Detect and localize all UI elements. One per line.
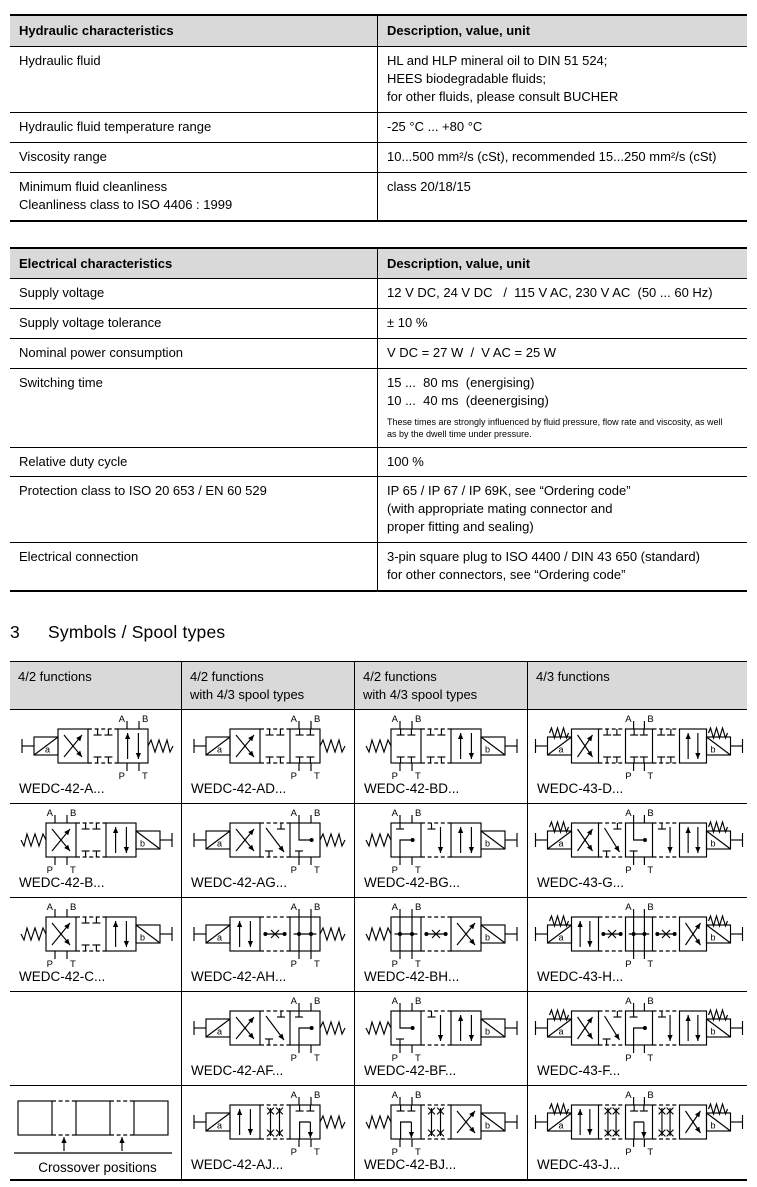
- spec-value-cell: [378, 369, 747, 446]
- valve-symbol: [532, 807, 746, 875]
- section-title: Symbols / Spool types: [48, 622, 226, 643]
- svg-text:T: T: [415, 1053, 421, 1064]
- symbol-label: WEDC-42-AJ...: [191, 1157, 284, 1173]
- valve-symbol: [532, 995, 746, 1063]
- svg-text:T: T: [70, 959, 76, 970]
- svg-text:A: A: [290, 1090, 297, 1102]
- svg-text:T: T: [647, 771, 654, 782]
- valve-symbol: [186, 1089, 352, 1157]
- svg-text:P: P: [290, 959, 297, 970]
- svg-text:T: T: [314, 771, 320, 782]
- symbol-cell: [10, 991, 182, 1085]
- text-line: Protection class to ISO 20 653 / EN 60 529: [19, 483, 267, 499]
- text-line: Supply voltage: [19, 285, 105, 301]
- spec-label-cell: [10, 113, 378, 142]
- svg-text:P: P: [625, 771, 632, 782]
- text-line: V DC = 27 W / V AC = 25 W: [387, 345, 557, 361]
- svg-text:A: A: [391, 808, 398, 820]
- svg-text:b: b: [485, 1120, 491, 1131]
- spec-label-cell: [10, 369, 378, 446]
- svg-text:P: P: [46, 959, 53, 970]
- spec-value-cell: [378, 113, 747, 142]
- column-header: Electrical characteristics: [10, 249, 378, 279]
- svg-text:A: A: [290, 902, 297, 914]
- svg-text:P: P: [290, 1053, 297, 1064]
- svg-text:T: T: [314, 1147, 320, 1158]
- svg-text:B: B: [70, 902, 77, 914]
- symbol-cell: [355, 991, 528, 1085]
- valve-symbol: [532, 901, 746, 969]
- svg-text:A: A: [46, 808, 53, 820]
- spec-label-cell: [10, 543, 378, 590]
- valve-symbol: [359, 901, 525, 969]
- svg-text:a: a: [217, 932, 223, 943]
- svg-text:a: a: [558, 932, 564, 943]
- table-row: [10, 368, 747, 446]
- symbol-cell: [528, 803, 747, 897]
- svg-text:B: B: [647, 1090, 654, 1102]
- svg-text:b: b: [710, 1120, 716, 1131]
- symbols-row: [10, 803, 747, 897]
- symbol-label: WEDC-43-H...: [537, 969, 624, 985]
- text-line: 15 ... 80 ms (energising): [387, 375, 535, 391]
- svg-text:P: P: [625, 865, 632, 876]
- table-header-row: [10, 16, 747, 46]
- symbol-cell: [528, 991, 747, 1085]
- svg-text:a: a: [558, 744, 564, 755]
- symbol-cell: [10, 803, 182, 897]
- svg-text:a: a: [558, 1120, 564, 1131]
- svg-text:B: B: [647, 902, 654, 914]
- svg-text:A: A: [290, 714, 297, 726]
- spec-value-cell: [378, 279, 747, 308]
- svg-text:B: B: [647, 808, 654, 820]
- svg-text:P: P: [625, 959, 632, 970]
- table-row: [10, 142, 747, 172]
- table-row: [10, 46, 747, 112]
- svg-text:P: P: [46, 865, 53, 876]
- table-row: [10, 338, 747, 368]
- crossover-diagram: [14, 1089, 176, 1159]
- svg-text:B: B: [314, 808, 321, 820]
- symbol-cell: [10, 1085, 182, 1179]
- table-row: [10, 476, 747, 542]
- svg-text:b: b: [710, 932, 716, 943]
- text-line: for other fluids, please consult BUCHER: [387, 88, 619, 104]
- svg-text:T: T: [142, 771, 148, 782]
- spec-value-cell: [378, 477, 747, 542]
- svg-text:A: A: [391, 902, 398, 914]
- symbol-label: WEDC-43-D...: [537, 781, 624, 797]
- svg-text:a: a: [558, 838, 564, 849]
- table-row: [10, 278, 747, 308]
- symbol-label: WEDC-42-BG...: [364, 875, 461, 891]
- symbols-header-row: [10, 662, 747, 709]
- symbol-label: WEDC-42-AD...: [191, 781, 287, 797]
- valve-symbol: [532, 713, 746, 781]
- svg-text:B: B: [314, 902, 321, 914]
- valve-symbol: [186, 995, 352, 1063]
- spec-label-cell: [10, 448, 378, 477]
- svg-text:P: P: [290, 1147, 297, 1158]
- svg-text:P: P: [290, 771, 297, 782]
- text-line: 3-pin square plug to ISO 4400 / DIN 43 650 (standard): [387, 549, 700, 565]
- column-subtitle: with 4/3 spool types: [190, 686, 305, 702]
- electrical-table: [10, 247, 747, 593]
- symbol-label: WEDC-42-AF...: [191, 1063, 284, 1079]
- column-title: 4/2 functions: [190, 669, 264, 685]
- symbol-cell: [355, 803, 528, 897]
- svg-text:B: B: [415, 808, 422, 820]
- text-line: Relative duty cycle: [19, 453, 128, 469]
- svg-text:a: a: [558, 1026, 564, 1037]
- svg-text:T: T: [647, 865, 654, 876]
- text-line: Hydraulic fluid temperature range: [19, 118, 212, 134]
- svg-text:b: b: [710, 744, 716, 755]
- symbol-label: WEDC-42-AH...: [191, 969, 287, 985]
- text-line: HL and HLP mineral oil to DIN 51 524;: [387, 52, 608, 68]
- svg-text:A: A: [290, 996, 297, 1008]
- text-line: Supply voltage tolerance: [19, 315, 162, 331]
- svg-text:P: P: [118, 771, 125, 782]
- svg-text:P: P: [625, 1147, 632, 1158]
- svg-text:T: T: [415, 1147, 421, 1158]
- svg-text:A: A: [391, 1090, 398, 1102]
- spec-label-cell: [10, 279, 378, 308]
- spec-label-cell: [10, 143, 378, 172]
- spec-value-cell: [378, 143, 747, 172]
- valve-symbol: [186, 901, 352, 969]
- symbol-label: WEDC-42-C...: [19, 969, 106, 985]
- svg-text:b: b: [485, 744, 491, 755]
- svg-text:T: T: [647, 1053, 654, 1064]
- svg-text:A: A: [391, 714, 398, 726]
- symbol-cell: [355, 1085, 528, 1179]
- svg-text:P: P: [391, 771, 398, 782]
- table-row: [10, 447, 747, 477]
- spec-label-cell: [10, 173, 378, 220]
- text-line: Electrical connection: [19, 549, 139, 565]
- svg-text:T: T: [70, 865, 76, 876]
- symbol-cell: [528, 897, 747, 991]
- svg-text:T: T: [314, 1053, 320, 1064]
- svg-text:B: B: [314, 996, 321, 1008]
- valve-symbol: [532, 1089, 746, 1157]
- spec-value-cell: [378, 173, 747, 220]
- svg-text:T: T: [314, 865, 320, 876]
- text-line: Minimum fluid cleanliness: [19, 178, 168, 194]
- svg-text:B: B: [70, 808, 77, 820]
- spec-value-cell: [378, 543, 747, 590]
- svg-text:P: P: [625, 1053, 632, 1064]
- symbol-label: WEDC-42-BJ...: [364, 1157, 457, 1173]
- spec-label-cell: [10, 47, 378, 112]
- symbol-label: WEDC-43-J...: [537, 1157, 621, 1173]
- svg-text:P: P: [391, 1053, 398, 1064]
- symbol-cell: [528, 1085, 747, 1179]
- text-line: class 20/18/15: [387, 178, 471, 194]
- column-title: 4/2 functions: [18, 669, 92, 685]
- footnote: These times are strongly influenced by fluid pressure, flow rate and viscosity, as well as by the dwell time under pressure.: [387, 417, 723, 439]
- svg-text:A: A: [46, 902, 53, 914]
- valve-symbol: [359, 1089, 525, 1157]
- column-title: 4/2 functions: [363, 669, 437, 685]
- symbols-column-header: [10, 662, 182, 709]
- symbol-cell: [182, 709, 355, 803]
- svg-text:A: A: [625, 808, 632, 820]
- valve-symbol: [186, 807, 352, 875]
- valve-symbol: [359, 995, 525, 1063]
- symbol-cell: [528, 709, 747, 803]
- svg-text:a: a: [217, 838, 223, 849]
- valve-symbol: [14, 807, 180, 875]
- svg-text:a: a: [45, 744, 51, 755]
- svg-text:b: b: [710, 1026, 716, 1037]
- symbol-cell: [355, 897, 528, 991]
- column-header: Description, value, unit: [387, 255, 531, 271]
- svg-text:A: A: [290, 808, 297, 820]
- valve-symbol: [186, 713, 352, 781]
- svg-text:B: B: [415, 714, 422, 726]
- svg-text:P: P: [391, 1147, 398, 1158]
- symbol-cell: [182, 803, 355, 897]
- symbol-label: WEDC-42-AG...: [191, 875, 288, 891]
- text-line: -25 °C ... +80 °C: [387, 118, 483, 134]
- symbols-row: [10, 709, 747, 803]
- text-line: Cleanliness class to ISO 4406 : 1999: [19, 196, 233, 212]
- column-subtitle: with 4/3 spool types: [363, 686, 478, 702]
- svg-text:T: T: [415, 959, 421, 970]
- text-line: ± 10 %: [387, 315, 428, 331]
- svg-text:b: b: [485, 932, 491, 943]
- text-line: 10...500 mm²/s (cSt), recommended 15...250 mm²/s (cSt): [387, 148, 717, 164]
- text-line: 12 V DC, 24 V DC / 115 V AC, 230 V AC (50 ... 60 Hz): [387, 285, 713, 301]
- spec-label-cell: [10, 477, 378, 542]
- svg-text:B: B: [314, 1090, 321, 1102]
- symbol-cell: [182, 897, 355, 991]
- text-line: 100 %: [387, 453, 424, 469]
- svg-text:A: A: [625, 1090, 632, 1102]
- symbol-label: WEDC-42-A...: [19, 781, 105, 797]
- symbol-label: WEDC-42-B...: [19, 875, 105, 891]
- symbols-column-header: [182, 662, 355, 709]
- svg-text:b: b: [710, 838, 716, 849]
- symbol-label: WEDC-42-BF...: [364, 1063, 457, 1079]
- spec-label-cell: [10, 309, 378, 338]
- text-line: (with appropriate mating connector and: [387, 501, 613, 517]
- text-line: Nominal power consumption: [19, 345, 184, 361]
- svg-text:P: P: [290, 865, 297, 876]
- symbols-column-header: [355, 662, 528, 709]
- table-row: [10, 542, 747, 590]
- spec-value-cell: [378, 448, 747, 477]
- svg-text:T: T: [415, 865, 421, 876]
- svg-text:b: b: [140, 838, 146, 849]
- svg-text:a: a: [217, 1026, 223, 1037]
- text-line: Hydraulic fluid: [19, 52, 101, 68]
- symbol-label: WEDC-42-BH...: [364, 969, 460, 985]
- svg-text:b: b: [485, 1026, 491, 1037]
- symbols-row: [10, 1085, 747, 1179]
- text-line: proper fitting and sealing): [387, 519, 534, 535]
- svg-text:B: B: [415, 902, 422, 914]
- svg-text:T: T: [314, 959, 320, 970]
- table-row: [10, 172, 747, 220]
- spec-value-cell: [378, 47, 747, 112]
- table-header-row: [10, 249, 747, 279]
- table-row: [10, 308, 747, 338]
- text-line: HEES biodegradable fluids;: [387, 70, 546, 86]
- svg-text:b: b: [140, 932, 146, 943]
- svg-text:B: B: [415, 1090, 422, 1102]
- svg-text:a: a: [217, 1120, 223, 1131]
- symbol-label: WEDC-43-F...: [537, 1063, 621, 1079]
- valve-symbol: [359, 713, 525, 781]
- symbol-cell: [182, 991, 355, 1085]
- symbols-row: [10, 991, 747, 1085]
- symbol-cell: [182, 1085, 355, 1179]
- text-line: for other connectors, see “Ordering code”: [387, 567, 626, 583]
- svg-text:A: A: [625, 996, 632, 1008]
- column-header: Hydraulic characteristics: [10, 16, 378, 46]
- svg-text:b: b: [485, 838, 491, 849]
- svg-text:P: P: [391, 959, 398, 970]
- hydraulic-table: [10, 14, 747, 222]
- svg-text:T: T: [647, 1147, 654, 1158]
- symbols-table: [10, 661, 747, 1181]
- section-number: 3: [10, 622, 20, 643]
- symbol-label: WEDC-43-G...: [537, 875, 625, 891]
- svg-text:T: T: [415, 771, 421, 782]
- svg-text:B: B: [647, 714, 654, 726]
- section-heading: [10, 622, 747, 643]
- symbols-column-header: [528, 662, 747, 709]
- valve-symbol: [359, 807, 525, 875]
- text-line: Switching time: [19, 375, 103, 391]
- svg-text:A: A: [625, 902, 632, 914]
- symbol-cell: [10, 897, 182, 991]
- svg-text:B: B: [142, 714, 149, 726]
- svg-text:B: B: [314, 714, 321, 726]
- spec-value-cell: [378, 339, 747, 368]
- text-line: Viscosity range: [19, 148, 107, 164]
- svg-text:A: A: [391, 996, 398, 1008]
- symbol-cell: [355, 709, 528, 803]
- column-header: Description, value, unit: [387, 23, 531, 38]
- svg-text:B: B: [647, 996, 654, 1008]
- svg-text:P: P: [391, 865, 398, 876]
- valve-symbol: [14, 901, 180, 969]
- crossover-caption: Crossover positions: [38, 1160, 157, 1176]
- table-row: [10, 112, 747, 142]
- text-line: IP 65 / IP 67 / IP 69K, see “Ordering code”: [387, 483, 631, 499]
- svg-text:B: B: [415, 996, 422, 1008]
- column-title: 4/3 functions: [536, 669, 610, 685]
- symbols-row: [10, 897, 747, 991]
- spec-value-cell: [378, 309, 747, 338]
- spec-label-cell: [10, 339, 378, 368]
- svg-text:A: A: [118, 714, 125, 726]
- svg-text:a: a: [217, 744, 223, 755]
- svg-text:T: T: [647, 959, 654, 970]
- svg-text:A: A: [625, 714, 632, 726]
- text-line: 10 ... 40 ms (deenergising): [387, 393, 549, 409]
- valve-symbol: [14, 713, 180, 781]
- symbol-cell: [10, 709, 182, 803]
- symbol-label: WEDC-42-BD...: [364, 781, 460, 797]
